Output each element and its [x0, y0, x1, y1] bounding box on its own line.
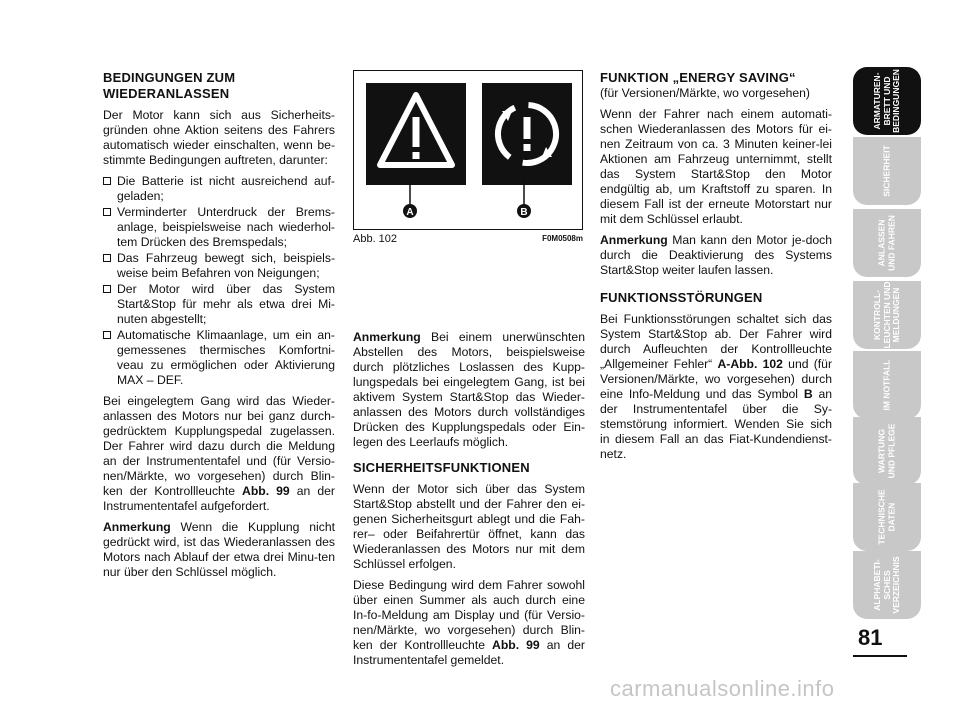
- note-label: Anmerkung: [600, 233, 668, 247]
- list-item: Automatische Klimaanlage, um ein an-gemessenes thermisches Komfortni-veau zu ermöglichen oder Aktivierung MAX – DEF.: [103, 328, 335, 388]
- heading-funktionsstoerungen: FUNKTIONSSTÖRUNGEN: [600, 290, 763, 305]
- column-2: [353, 330, 585, 674]
- tab-kontrollleuchten[interactable]: KONTROLL- LEUCHTEN UND MELDUNGEN: [853, 281, 921, 349]
- column-3: [600, 70, 832, 468]
- note-label: Anmerkung: [353, 330, 421, 344]
- paragraph-safety: Wenn der Motor sich über das System Start&Stop abstellt und der Fahrer den ei-genen Sicherheitsgurt ablegt und die Fah-rer– oder Beifahrertür öffnet, kann das Wiederanlassen des Motors nur mit dem Schlüssel erfolgen.: [353, 482, 585, 571]
- tab-wartung[interactable]: WARTUNG UND PFLEGE: [853, 417, 921, 485]
- checkbox-bullet-icon: [103, 208, 111, 216]
- tab-technische-daten[interactable]: TECHNISCHE DATEN: [853, 483, 921, 551]
- paragraph-intro: Der Motor kann sich aus Sicherheits-gründen ohne Aktion seitens des Fahrers automatisch wieder einschalten, wenn be-stimmte Bedingungen auftreten, darunter:: [103, 108, 335, 167]
- list-item: Der Motor wird über das System Start&Stop für mehr als etwa drei Mi-nuten abgestellt;: [103, 282, 335, 327]
- paragraph-gear: Bei eingelegtem Gang wird das Wieder-anlassen des Motors nur bei ganz durch-gedrücktem Kupplungspedal zugelassen. Der Fahrer wird dazu durch die Meldung an der Instrumententafel und (für Versio-nen/Märkte, wo vorgesehen) durch Blin-ken der Kontrollleuchte Abb. 99 an der Instrumententafel aufgefordert.: [103, 394, 335, 513]
- list-item: Die Batterie ist nicht ausreichend auf-geladen;: [103, 174, 335, 204]
- label-b: B: [520, 207, 528, 218]
- paragraph-energy: Wenn der Fahrer nach einem automati-schen Wiederanlassen des Motors für ei-nen Zeitraum von ca. 3 Minuten keiner-lei Aktionen am Fahrzeug unternimmt, stellt das System Start&Stop den Motor endgültig ab, um Kraftstoff zu sparen. In diesem Fall ist der erneute Motorstart nur mit dem Schlüssel erlaubt.: [600, 107, 832, 226]
- subtitle-versions: (für Versionen/Märkte, wo vorgesehen): [600, 86, 810, 100]
- page-number-underline: [853, 655, 907, 657]
- heading-energy-saving: FUNKTION „ENERGY SAVING“: [600, 70, 796, 85]
- page-number: 81: [858, 625, 883, 650]
- tab-notfall[interactable]: IM NOTFALL: [853, 351, 921, 419]
- conditions-list: [103, 174, 335, 388]
- list-item: Das Fahrzeug bewegt sich, beispiels-weise beim Befahren von Neigungen;: [103, 251, 335, 281]
- figure-warning-lights: [353, 70, 583, 230]
- checkbox-bullet-icon: [103, 285, 111, 293]
- checkbox-bullet-icon: [103, 331, 111, 339]
- symbol-b-reference: B: [803, 387, 813, 401]
- note-paragraph: Anmerkung Wenn die Kupplung nicht gedrückt wird, ist das Wiederanlassen des Motors nach Ablauf der etwa drei Minu-ten nur über den Schlüssel möglich.: [103, 520, 335, 579]
- note-label: Anmerkung: [103, 520, 171, 534]
- watermark: carmanualsonline.info: [610, 676, 835, 701]
- checkbox-bullet-icon: [103, 254, 111, 262]
- figure-illustration: [354, 71, 582, 229]
- tab-anlassen[interactable]: ANLASSEN UND FAHREN: [853, 209, 921, 277]
- checkbox-bullet-icon: [103, 177, 111, 185]
- figure-reference: Abb. 99: [492, 638, 540, 652]
- column-1: [103, 70, 335, 586]
- list-item: Verminderter Unterdruck der Brems-anlage, beispielsweise nach wiederhol-tem Drücken des Bremspedals;: [103, 205, 335, 250]
- heading-bedingungen: BEDINGUNGEN ZUM WIEDERANLASSEN: [103, 70, 236, 101]
- tab-armaturenbrett[interactable]: ARMATUREN- BRETT UND BEDINGUNGEN: [853, 67, 921, 135]
- note-paragraph: Anmerkung Bei einem unerwünschten Abstellen des Motors, beispielsweise durch plötzliches Loslassen des Kupp-lungspedals bei eingelegtem Gang, ist bei aktivem System Start&Stop das Wieder-anlassen des Motors durch vollständiges Drücken des Kupplungspedals oder Ein-legen des Leerlaufs möglich.: [353, 330, 585, 449]
- paragraph-malfunction: Bei Funktionsstörungen schaltet sich das System Start&Stop ab. Der Fahrer wird durch Aufleuchten der Kontrollleuchte „Allgemeiner Fehler“ A-Abb. 102 und (für Versionen/Märkte, wo vorgesehen) durch eine Info-Meldung und das Symbol B an der Instrumententafel über die Sy-stemstörung informiert. Wenden Sie sich in diesem Fall an das Fiat-Kundendienst-netz.: [600, 312, 832, 461]
- tab-sicherheit[interactable]: SICHERHEIT: [853, 137, 921, 205]
- figure-code: F0M0508m: [542, 234, 583, 243]
- figure-reference: Abb. 99: [242, 484, 290, 498]
- paragraph-signal: Diese Bedingung wird dem Fahrer sowohl über einen Summer als auch durch eine In-fo-Meldung am Display und (für Versio-nen/Märkte, wo vorgesehen) durch Blin-ken der Kontrollleuchte Abb. 99 an der Instrumententafel gemeldet.: [353, 578, 585, 667]
- tab-verzeichnis[interactable]: ALPHABETI- SCHES VERZEICHNIS: [853, 551, 921, 619]
- caption-text: Abb. 102: [353, 233, 398, 245]
- note-paragraph: Anmerkung Man kann den Motor je-doch durch die Deaktivierung des Systems Start&Stop weiter laufen lassen.: [600, 233, 832, 277]
- figure-reference: A-Abb. 102: [717, 357, 783, 371]
- label-a: A: [406, 207, 414, 218]
- figure-caption: [353, 233, 583, 245]
- heading-sicherheitsfunktionen: SICHERHEITSFUNKTIONEN: [353, 460, 530, 475]
